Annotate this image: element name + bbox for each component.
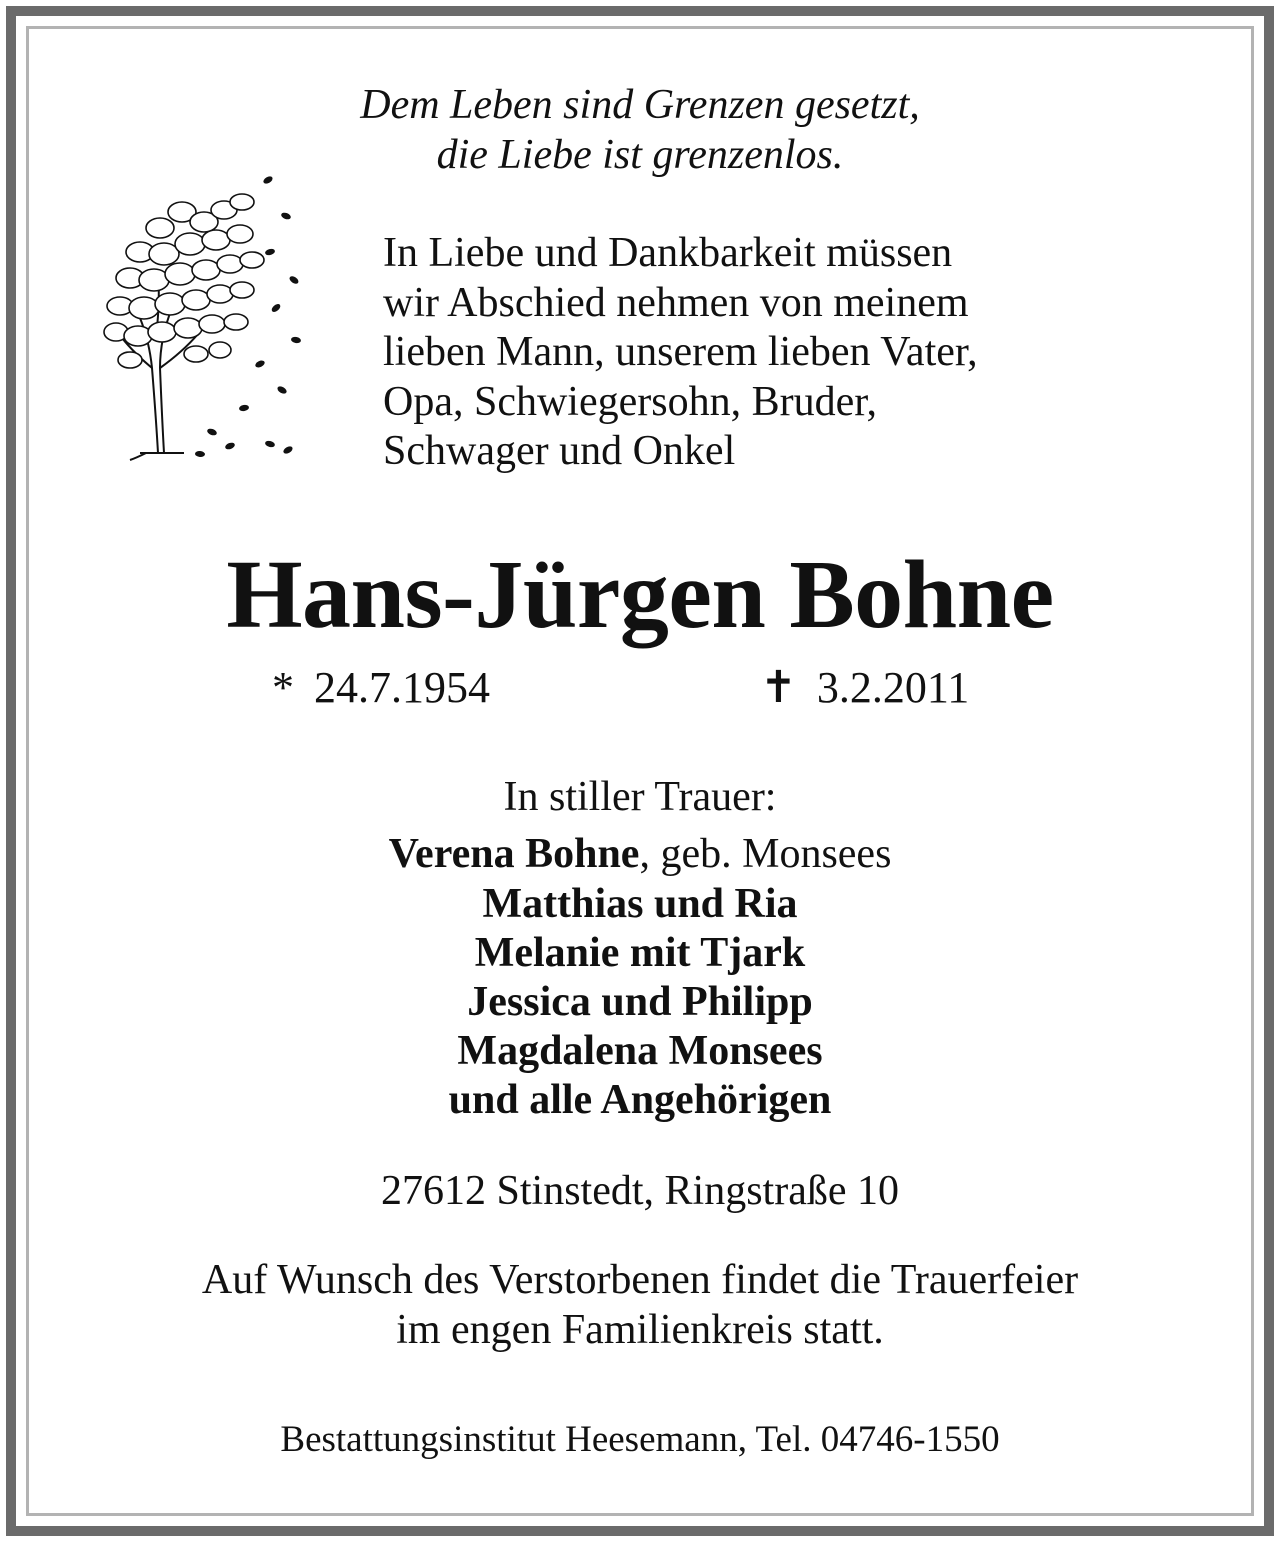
funeral-home-footer: Bestattungsinstitut Heesemann, Tel. 04746-1550	[280, 1419, 1000, 1460]
quote-line-1: Dem Leben sind Grenzen gesetzt,	[360, 82, 920, 128]
mourner-first	[26, 830, 1254, 880]
death-date-line	[760, 662, 969, 714]
intro-text	[383, 229, 1183, 477]
tree-with-falling-leaves-icon	[100, 168, 312, 468]
cross-icon: ✝	[760, 663, 797, 712]
mourner-line: Matthias und Ria	[482, 881, 798, 927]
intro-line: Schwager und Onkel	[383, 428, 736, 474]
mourners-label: In stiller Trauer:	[503, 774, 777, 820]
note-line-1: Auf Wunsch des Verstorbenen findet die Trauerfeier	[201, 1257, 1079, 1303]
note-line-2: im engen Familienkreis statt.	[396, 1307, 884, 1353]
mourner-line: Magdalena Monsees	[457, 1028, 823, 1074]
mourner-line: Melanie mit Tjark	[474, 930, 806, 976]
birth-date-line	[272, 662, 490, 714]
birth-star-icon: *	[272, 663, 294, 712]
quote-line-2: die Liebe ist grenzenlos.	[436, 132, 844, 178]
death-date: 3.2.2011	[816, 663, 970, 712]
mourner-line: und alle Angehörigen	[448, 1077, 832, 1123]
mourner-line: Jessica und Philipp	[467, 979, 813, 1025]
intro-line: Opa, Schwiegersohn, Bruder,	[383, 378, 878, 425]
mourner-first-suffix: , geb. Monsees	[639, 831, 892, 877]
intro-line: wir Abschied nehmen von meinem	[383, 279, 969, 326]
address: 27612 Stinstedt, Ringstraße 10	[381, 1168, 899, 1214]
deceased-name: Hans-Jürgen Bohne	[226, 541, 1054, 649]
intro-line: lieben Mann, unserem lieben Vater,	[383, 329, 978, 375]
birth-date: 24.7.1954	[314, 663, 490, 712]
intro-line: In Liebe und Dankbarkeit müssen	[383, 230, 953, 276]
mourner-first-name: Verena Bohne	[388, 831, 640, 877]
